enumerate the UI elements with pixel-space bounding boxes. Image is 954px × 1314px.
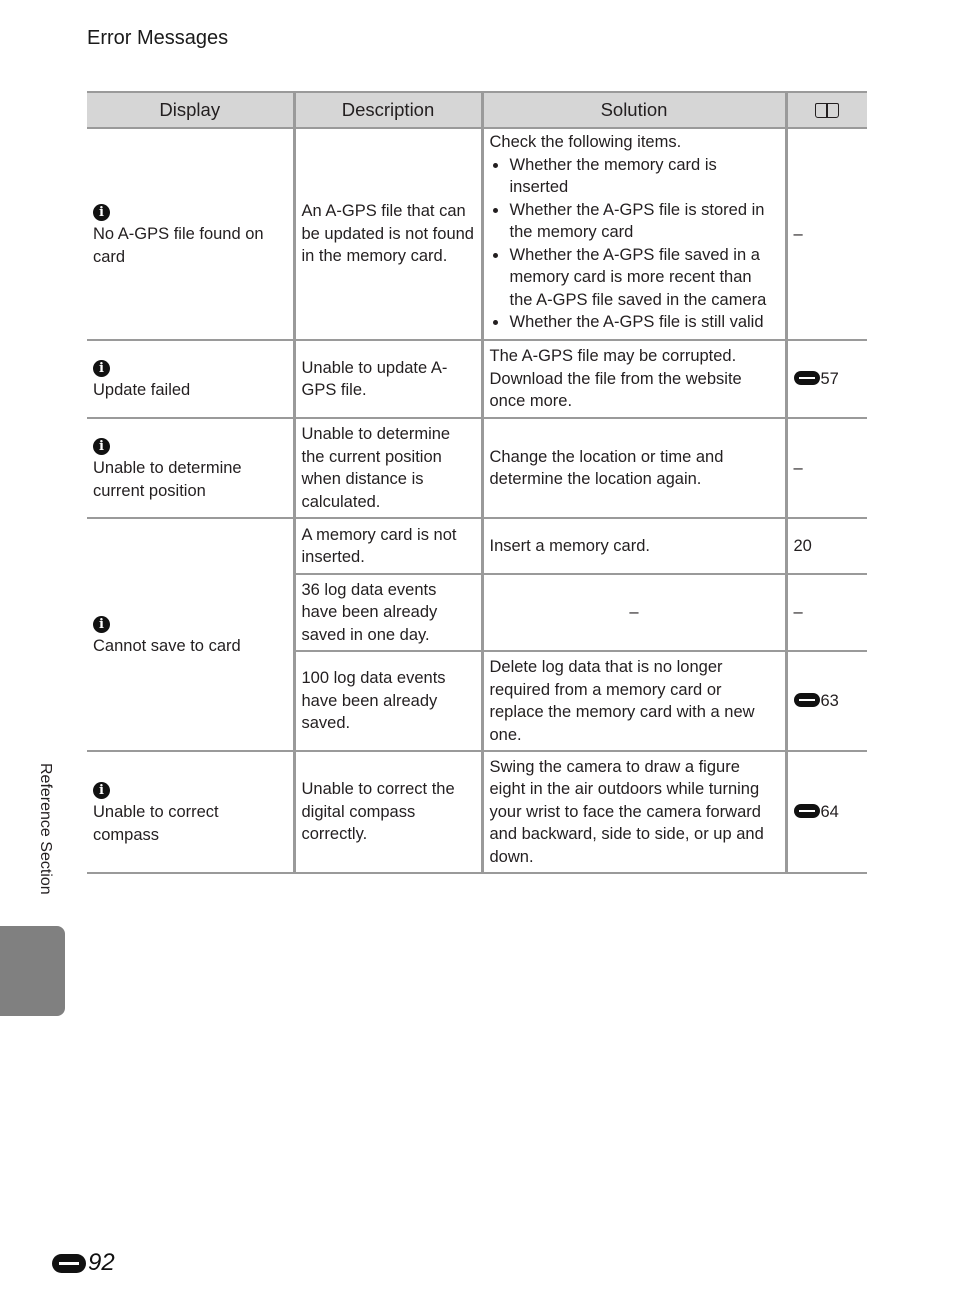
reference-section-icon <box>794 371 820 385</box>
solution-cell: Change the location or time and determine the location again. <box>482 418 786 518</box>
info-icon: i <box>93 438 110 455</box>
display-cell <box>87 418 294 518</box>
reference-page: 63 <box>820 691 839 710</box>
description-cell: A memory card is not inserted. <box>294 518 482 574</box>
solution-cell <box>482 128 786 340</box>
list-item: Whether the A-GPS file is stored in the memory card <box>490 199 779 244</box>
display-cell <box>87 518 294 751</box>
reference-section-icon <box>794 693 820 707</box>
solution-list <box>490 154 779 334</box>
column-header-description: Description <box>294 92 482 128</box>
reference-cell <box>786 340 867 418</box>
display-message: Unable to correct compass <box>93 803 219 844</box>
table-row <box>87 340 867 418</box>
solution-cell: Delete log data that is no longer required from a memory card or replace the memory card with a new one. <box>482 651 786 751</box>
info-icon: i <box>93 204 110 221</box>
reference-cell <box>786 751 867 873</box>
table-row <box>87 418 867 518</box>
page-number <box>52 1249 115 1277</box>
reference-cell: – <box>786 128 867 340</box>
column-header-solution: Solution <box>482 92 786 128</box>
reference-section-icon <box>794 804 820 818</box>
column-header-display: Display <box>87 92 294 128</box>
display-cell <box>87 340 294 418</box>
description-cell: Unable to determine the current position when distance is calculated. <box>294 418 482 518</box>
reference-section-icon <box>52 1254 86 1273</box>
reference-page: 64 <box>820 802 839 821</box>
solution-cell: The A-GPS file may be corrupted. Download the file from the website once more. <box>482 340 786 418</box>
description-cell: An A-GPS file that can be updated is not found in the memory card. <box>294 128 482 340</box>
sidebar-section-label: Reference Section <box>37 763 54 895</box>
solution-cell: – <box>482 574 786 651</box>
info-icon: i <box>93 360 110 377</box>
reference-page: 57 <box>820 369 839 388</box>
description-cell: Unable to update A-GPS file. <box>294 340 482 418</box>
solution-cell: Swing the camera to draw a figure eight in the air outdoors while turning your wrist to face the camera forward and backward, side to side, or up and down. <box>482 751 786 873</box>
display-cell <box>87 128 294 340</box>
display-cell <box>87 751 294 873</box>
description-cell: Unable to correct the digital compass correctly. <box>294 751 482 873</box>
reference-cell: – <box>786 418 867 518</box>
table-row <box>87 751 867 873</box>
page-number-text: 92 <box>88 1249 115 1276</box>
column-header-reference <box>786 92 867 128</box>
display-message: Cannot save to card <box>93 636 241 655</box>
table-header-row <box>87 92 867 128</box>
display-message: Unable to determine current position <box>93 459 242 500</box>
display-message: No A-GPS file found on card <box>93 225 264 266</box>
reference-cell: – <box>786 574 867 651</box>
table-row <box>87 128 867 340</box>
list-item: Whether the memory card is inserted <box>490 154 779 199</box>
info-icon: i <box>93 782 110 799</box>
section-title: Error Messages <box>87 27 229 49</box>
display-message: Update failed <box>93 381 191 400</box>
solution-cell: Insert a memory card. <box>482 518 786 574</box>
error-messages-table <box>87 91 867 874</box>
reference-cell <box>786 651 867 751</box>
reference-cell: 20 <box>786 518 867 574</box>
description-cell: 100 log data events have been already saved. <box>294 651 482 751</box>
list-item: Whether the A-GPS file is still valid <box>490 311 779 334</box>
table-row <box>87 518 867 574</box>
book-icon <box>815 102 839 119</box>
info-icon: i <box>93 616 110 633</box>
solution-intro: Check the following items. <box>489 133 682 151</box>
section-tab <box>0 926 65 1016</box>
list-item: Whether the A-GPS file saved in a memory card is more recent than the A-GPS file saved in the camera <box>490 244 779 312</box>
description-cell: 36 log data events have been already saved in one day. <box>294 574 482 651</box>
